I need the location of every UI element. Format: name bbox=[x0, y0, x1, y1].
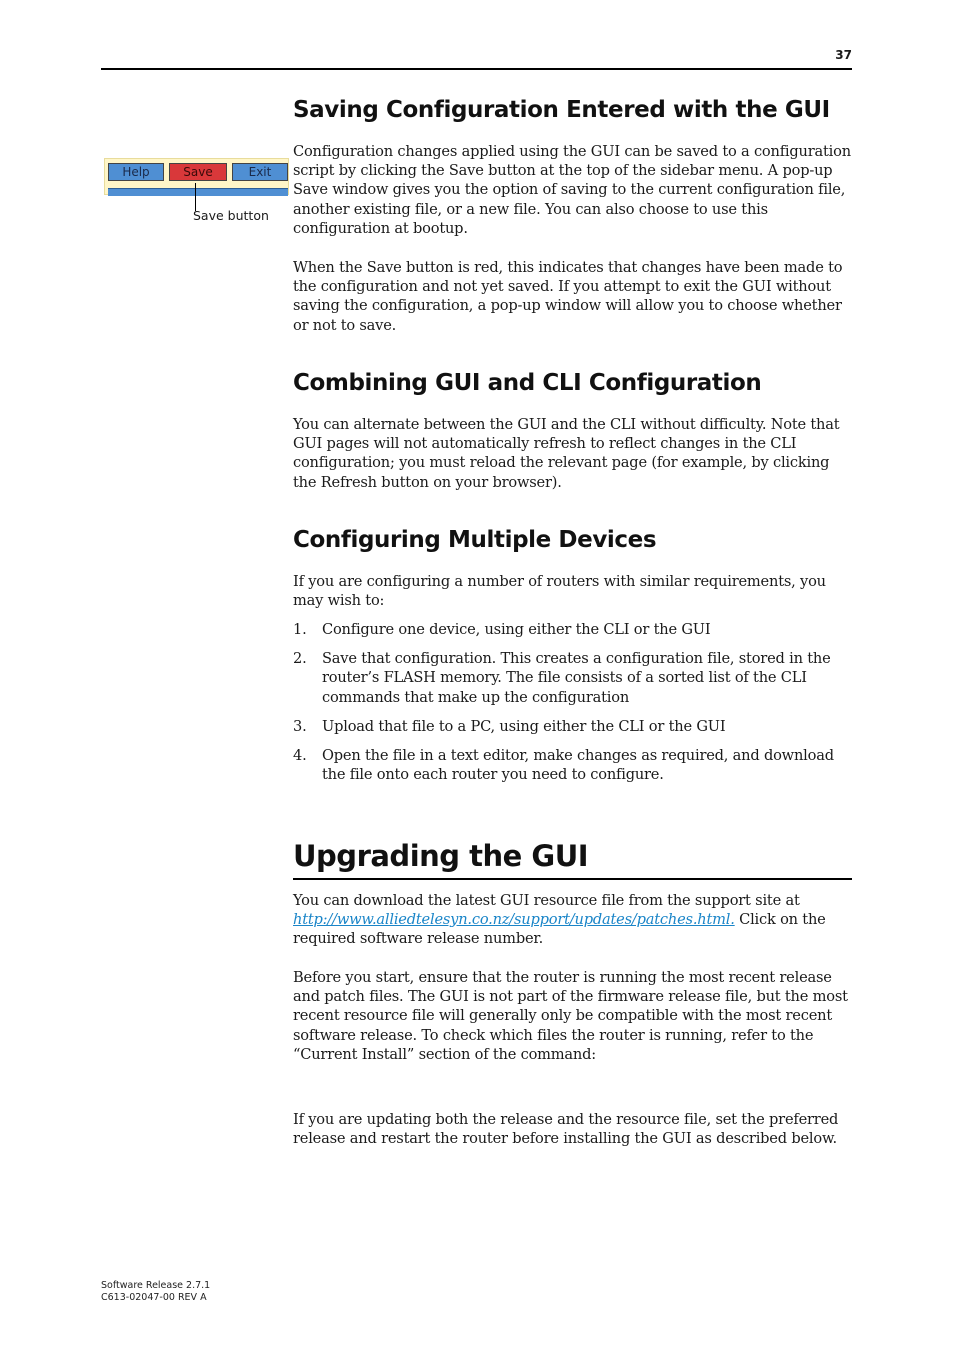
list-item-number: 4. bbox=[293, 747, 307, 765]
heading-saving: Saving Configuration Entered with the GUI bbox=[293, 97, 830, 123]
sidebar-menu-illustration bbox=[104, 158, 289, 195]
page-number: 37 bbox=[835, 48, 852, 62]
list-item-number: 2. bbox=[293, 650, 307, 668]
upgrading-paragraph-3: If you are updating both the release and the resource file, set the preferred release and restart the router before installing the GUI as described below. bbox=[293, 1111, 839, 1148]
heading-rule bbox=[293, 878, 852, 880]
heading-upgrading: Upgrading the GUI bbox=[293, 839, 589, 873]
list-item-text: Open the file in a text editor, make changes as required, and download the file onto each router you need to configure. bbox=[322, 747, 834, 784]
support-link[interactable]: http://www.alliedtelesyn.co.nz/support/updates/patches.html. bbox=[293, 911, 735, 929]
upgrading-text-before: You can download the latest GUI resource file from the support site at bbox=[293, 892, 800, 909]
header-rule bbox=[101, 68, 852, 70]
heading-combining: Combining GUI and CLI Configuration bbox=[293, 370, 762, 396]
saving-paragraph-2: When the Save button is red, this indicates that changes have been made to the configuration and not yet saved. If you attempt to exit the GUI without saving the configuration, a pop-up window will allow you to choose whether or not to save. bbox=[293, 259, 843, 334]
upgrading-text-after: Click on the required software release number. bbox=[293, 911, 826, 948]
footer-release: Software Release 2.7.1 bbox=[101, 1280, 211, 1291]
combining-paragraph-1: You can alternate between the GUI and the CLI without difficulty. Note that GUI pages will not automatically refresh to reflect changes in the CLI configuration; you must reload the relevant page (for example, by clicking the Refresh button on your browser). bbox=[293, 416, 840, 491]
upgrading-paragraph-2: Before you start, ensure that the router is running the most recent release and patch files. The GUI is not part of the firmware release file, but the most recent resource file will generally only be compatible with the most recent software release. To check which files the router is running, refer to the “Current Install” section of the command: bbox=[293, 969, 848, 1063]
steps-list bbox=[293, 620, 853, 794]
help-button[interactable]: Help bbox=[108, 163, 164, 181]
save-button[interactable]: Save bbox=[169, 163, 227, 181]
upgrading-paragraph-1 bbox=[293, 891, 853, 949]
list-item-number: 3. bbox=[293, 717, 307, 735]
footer bbox=[101, 1280, 210, 1304]
footer-docnumber: C613-02047-00 REV A bbox=[101, 1292, 207, 1303]
saving-paragraph-1: Configuration changes applied using the GUI can be saved to a configuration script by clicking the Save button at the top of the sidebar menu. A pop-up Save window gives you the option of saving to the current configuration file, another existing file, or a new file. You can also choose to use this configuration at bootup. bbox=[293, 143, 851, 237]
list-item-number: 1. bbox=[293, 621, 307, 638]
list-item-text: Configure one device, using either the CLI or the GUI bbox=[322, 621, 711, 638]
heading-multiple-devices: Configuring Multiple Devices bbox=[293, 527, 657, 553]
callout-line bbox=[195, 183, 196, 211]
list-item bbox=[293, 620, 853, 639]
list-item bbox=[293, 746, 853, 784]
multiple-paragraph-1: If you are configuring a number of routers with similar requirements, you may wish to: bbox=[293, 573, 826, 610]
exit-button[interactable]: Exit bbox=[232, 163, 288, 181]
callout-label: Save button bbox=[193, 208, 269, 223]
list-item-text: Upload that file to a PC, using either the CLI or the GUI bbox=[322, 717, 726, 735]
list-item-text: Save that configuration. This creates a configuration file, stored in the router’s FLASH memory. The file consists of a sorted list of the CLI commands that make up the configuration bbox=[322, 650, 831, 706]
list-item bbox=[293, 717, 853, 736]
list-item bbox=[293, 649, 853, 707]
sidebar-bar bbox=[108, 188, 288, 196]
